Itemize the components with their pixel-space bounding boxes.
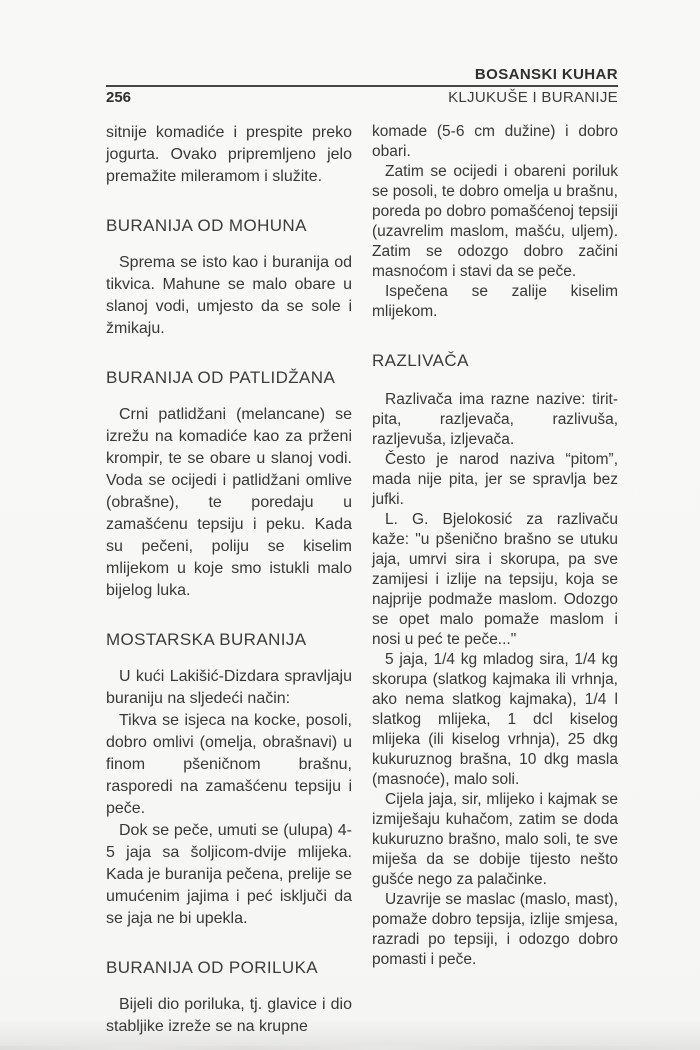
paragraph: Ispečena se zalije kiselim mlijekom. [372,283,618,320]
paragraph: Bijeli dio poriluka, tj. glavice i dio stabljike izreže se na krupne [106,996,352,1035]
section-heading: BURANIJA OD PATLIDŽANA [106,368,336,387]
paragraph: Cijela jaja, sir, mlijeko i kajmak se izmiješaju kuhačom, zatim se doda kukuruzno brašno, malo soli, te sve miješa da se dobije tijesto nešto gušće nego za palačinke. [372,791,618,888]
paragraph: Sprema se isto kao i buranija od tikvica. Mahune se malo obare u slanoj vodi, umjesto da se sole i žmikaju. [106,254,352,337]
header-rule [106,66,618,87]
paragraph: L. G. Bjelokosić za razlivaču kaže: "u pšenično brašno se utuku jaja, umrvi sira i skorupa, pa sve zamijesi i izlije na tepsiju, koja se najprije podmaže maslom. Odozgo se opet malo pomaže maslom i nosi u peć te peče..." [372,511,618,648]
book-title: BOSANSKI KUHAR [474,66,618,83]
paragraph: Tikva se isjeca na kocke, posoli, dobro omlivi (omelja, obrašnavi) u finom pšeničnom brašnu, rasporedi na zamašćenu tepsiju i peče. [106,712,352,817]
section-heading: BURANIJA OD MOHUNA [106,216,307,235]
two-column-text [106,122,618,1038]
paragraph: Razlivača ima razne nazive: tirit-pita, razljevača, razlivuša, razljevuša, izljevača. [372,391,618,448]
left-column [106,122,352,1038]
section-heading: BURANIJA OD PORILUKA [106,958,319,977]
page-number: 256 [106,89,132,106]
paragraph: komade (5-6 cm dužine) i dobro obari. [372,123,618,160]
chapter-title: KLJUKUŠE I BURANIJE [448,89,618,106]
paragraph: Često je narod naziva “pitom”, mada nije pita, jer se spravlja bez jufki. [372,451,618,508]
paragraph: Zatim se ocijedi i obareni poriluk se posoli, te dobro omelja u brašnu, poreda po dobro pomašćenoj tepsiji (uzavrelim maslom, mašću, uljem). Zatim se odozgo dobro začini masnoćom i stavi da se peče. [372,163,618,280]
paragraph: Crni patlidžani (melancane) se izrežu na komadiće kao za prženi krompir, te se obare u slanoj vodi. Voda se ocijedi i patlidžani omlive (obrašne), te poredaju u zamašćenu tepsiju i peku. Kada su pečeni, poliju se kiselim mlijekom u koje smo istukli malo bijelog luka. [106,406,352,599]
section-heading: RAZLIVAČA [372,351,469,370]
paragraph: U kući Lakišić-Dizdara spravljaju buraniju na sljedeći način: [106,668,352,707]
section-heading: MOSTARSKA BURANIJA [106,630,307,649]
page-header [106,66,618,106]
scan-edge-shadow [0,1046,700,1050]
paragraph: Dok se peče, umuti se (ulupa) 4-5 jaja sa šoljicom-dvije mlijeka. Kada je buranija pečena, prelije se umućenim jajima i peć isključi da se jaja ne bi upekla. [106,822,352,927]
header-subrow [106,87,618,106]
paragraph: 5 jaja, 1/4 kg mladog sira, 1/4 kg skorupa (slatkog kajmaka ili vrhnja, ako nema slatkog kajmaka), 1/4 l slatkog mlijeka, 1 dcl kiselog mlijeka (ili kiselog vrhnja), 25 dkg kukuruznog brašna, 10 dkg masla (masnoće), malo soli. [372,651,618,788]
paragraph: sitnije komadiće i prespite preko jogurta. Ovako pripremljeno jelo premažite mileramom i služite. [106,124,352,185]
page-content [106,66,618,1038]
paragraph: Uzavrije se maslac (maslo, mast), pomaže dobro tepsija, izlije smjesa, razradi po tepsiji, i odozgo dobro pomasti i peče. [372,891,618,968]
right-column [372,122,618,1038]
